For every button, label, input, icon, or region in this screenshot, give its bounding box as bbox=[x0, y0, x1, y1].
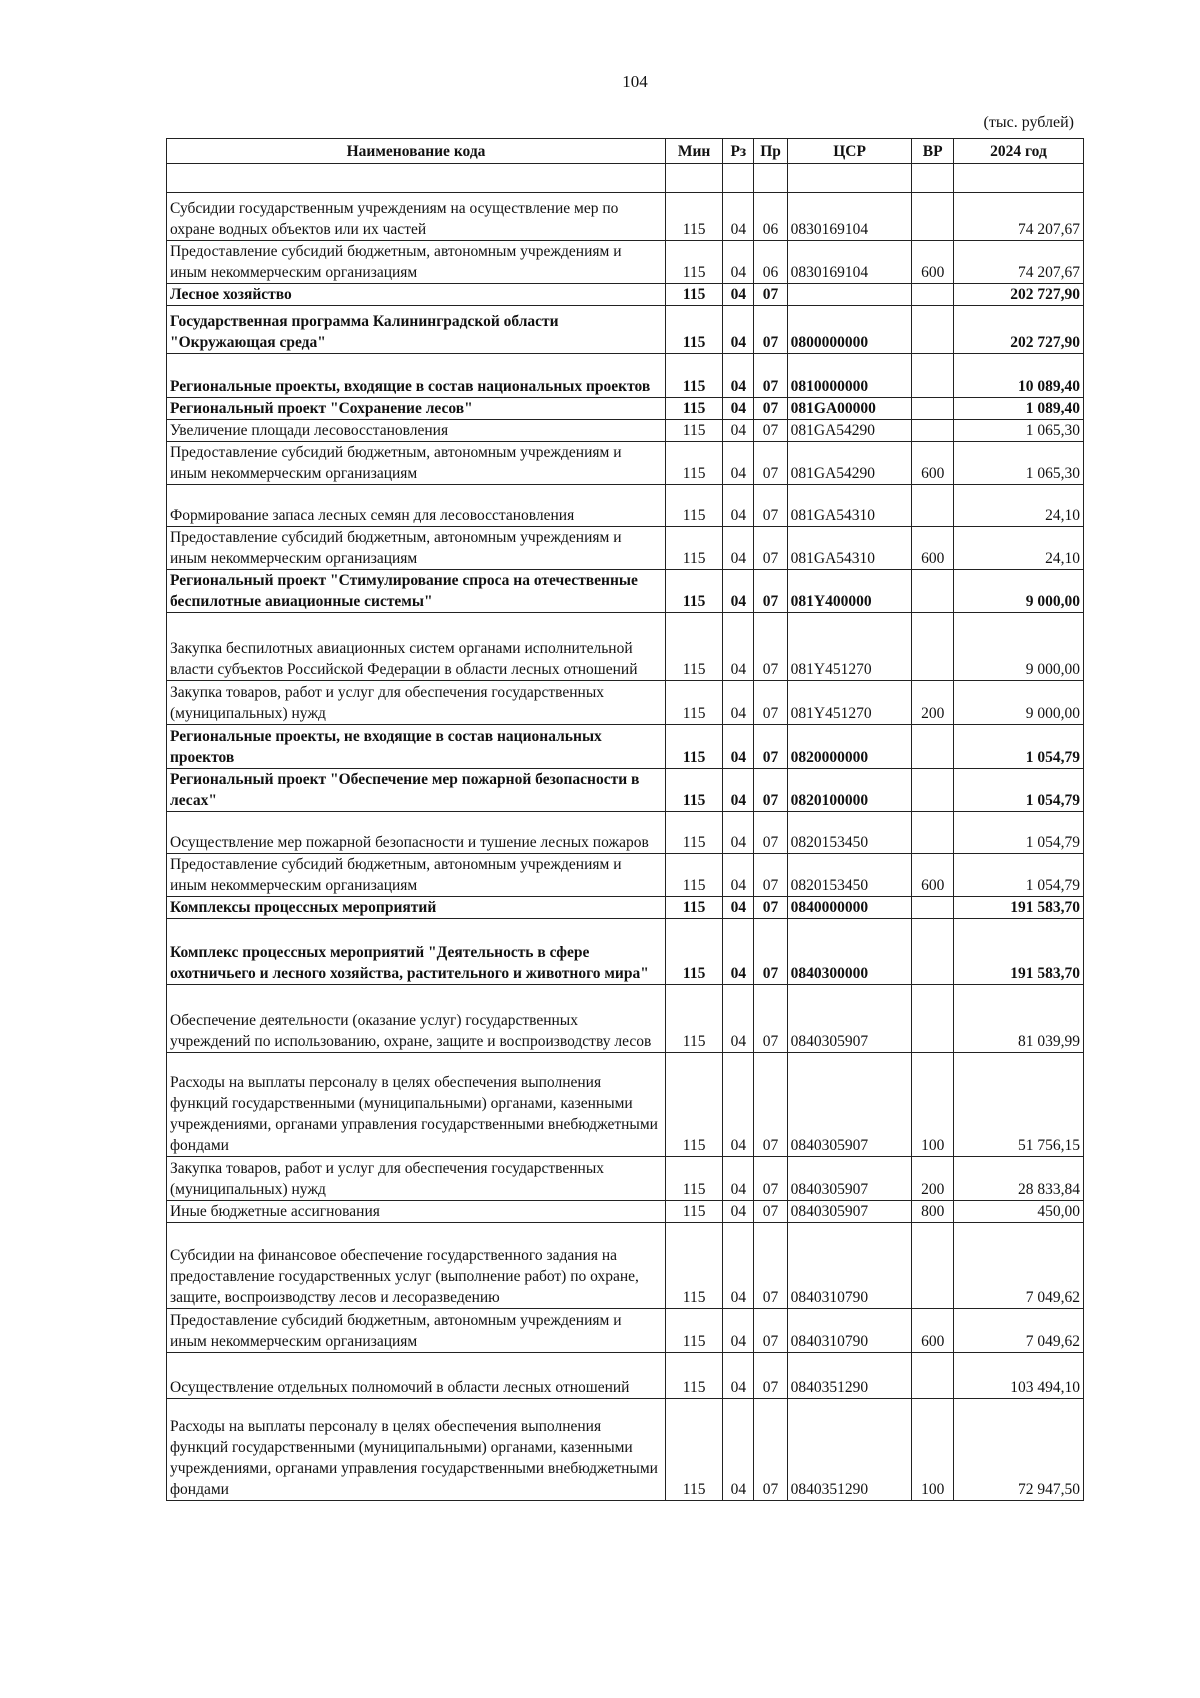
cell-rz: 04 bbox=[723, 985, 754, 1053]
cell-min: 115 bbox=[666, 897, 723, 919]
cell-sum: 24,10 bbox=[954, 527, 1084, 570]
table-row bbox=[167, 1223, 1084, 1309]
cell-sum: 74 207,67 bbox=[954, 241, 1084, 284]
cell-rz: 04 bbox=[723, 725, 754, 769]
cell-sum: 24,10 bbox=[954, 485, 1084, 527]
table-row bbox=[167, 1157, 1084, 1201]
table-row bbox=[167, 442, 1084, 485]
cell-name: Расходы на выплаты персоналу в целях обеспечения выполнения функций государственными (муниципальными) органами, казенными учреждениями, органами управления государственными внебюджетными фондами bbox=[167, 1053, 666, 1157]
cell-min: 115 bbox=[666, 613, 723, 681]
cell-sum: 191 583,70 bbox=[954, 919, 1084, 985]
table-row bbox=[167, 354, 1084, 398]
cell-csr bbox=[787, 284, 912, 306]
cell-pr: 07 bbox=[754, 398, 787, 420]
cell-vr bbox=[912, 570, 954, 613]
cell-sum: 103 494,10 bbox=[954, 1353, 1084, 1399]
cell-csr: 0820153450 bbox=[787, 812, 912, 854]
cell-csr: 0840310790 bbox=[787, 1223, 912, 1309]
cell-min: 115 bbox=[666, 485, 723, 527]
cell-csr: 0820000000 bbox=[787, 725, 912, 769]
cell-min: 115 bbox=[666, 241, 723, 284]
cell-min: 115 bbox=[666, 1201, 723, 1223]
cell-sum: 72 947,50 bbox=[954, 1399, 1084, 1501]
cell-sum: 51 756,15 bbox=[954, 1053, 1084, 1157]
table-row bbox=[167, 1399, 1084, 1501]
cell-rz: 04 bbox=[723, 527, 754, 570]
cell-min: 115 bbox=[666, 1157, 723, 1201]
cell-pr: 07 bbox=[754, 420, 787, 442]
cell-vr: 600 bbox=[912, 1309, 954, 1353]
cell-sum: 1 054,79 bbox=[954, 854, 1084, 897]
cell-vr: 600 bbox=[912, 241, 954, 284]
cell-csr: 0800000000 bbox=[787, 306, 912, 354]
cell-pr: 07 bbox=[754, 485, 787, 527]
cell-csr: 081GA54310 bbox=[787, 485, 912, 527]
cell-csr: 081Y400000 bbox=[787, 570, 912, 613]
table-row bbox=[167, 681, 1084, 725]
cell-pr: 07 bbox=[754, 1353, 787, 1399]
cell-csr: 0840305907 bbox=[787, 1157, 912, 1201]
cell-min: 115 bbox=[666, 284, 723, 306]
cell-sum: 450,00 bbox=[954, 1201, 1084, 1223]
cell-pr: 07 bbox=[754, 527, 787, 570]
cell-pr: 07 bbox=[754, 897, 787, 919]
cell-min: 115 bbox=[666, 985, 723, 1053]
cell-pr: 07 bbox=[754, 1223, 787, 1309]
cell-rz: 04 bbox=[723, 812, 754, 854]
cell-min: 115 bbox=[666, 442, 723, 485]
cell-sum: 191 583,70 bbox=[954, 897, 1084, 919]
cell-vr bbox=[912, 420, 954, 442]
cell-name: Увеличение площади лесовосстановления bbox=[167, 420, 666, 442]
cell-sum: 9 000,00 bbox=[954, 570, 1084, 613]
cell-name: Субсидии государственным учреждениям на осуществление мер по охране водных объектов или их частей bbox=[167, 193, 666, 241]
cell-min: 115 bbox=[666, 1223, 723, 1309]
cell-csr: 081GA00000 bbox=[787, 398, 912, 420]
table-row bbox=[167, 1053, 1084, 1157]
table-row bbox=[167, 193, 1084, 241]
cell-csr: 081Y451270 bbox=[787, 681, 912, 725]
cell-min: 115 bbox=[666, 854, 723, 897]
table-body bbox=[167, 164, 1084, 1501]
cell-sum: 28 833,84 bbox=[954, 1157, 1084, 1201]
cell-vr: 200 bbox=[912, 1157, 954, 1201]
cell-rz: 04 bbox=[723, 769, 754, 812]
cell-vr bbox=[912, 193, 954, 241]
cell-rz: 04 bbox=[723, 306, 754, 354]
cell-sum: 74 207,67 bbox=[954, 193, 1084, 241]
cell-name: Осуществление мер пожарной безопасности и тушение лесных пожаров bbox=[167, 812, 666, 854]
table-row bbox=[167, 306, 1084, 354]
cell-name: Расходы на выплаты персоналу в целях обеспечения выполнения функций государственными (муниципальными) органами, казенными учреждениями, органами управления государственными внебюджетными фондами bbox=[167, 1399, 666, 1501]
cell-sum: 7 049,62 bbox=[954, 1223, 1084, 1309]
table-row bbox=[167, 985, 1084, 1053]
cell-csr: 0840305907 bbox=[787, 985, 912, 1053]
cell-name: Осуществление отдельных полномочий в области лесных отношений bbox=[167, 1353, 666, 1399]
table-row bbox=[167, 284, 1084, 306]
cell-sum: 81 039,99 bbox=[954, 985, 1084, 1053]
cell-vr bbox=[912, 919, 954, 985]
cell-min: 115 bbox=[666, 193, 723, 241]
cell-rz: 04 bbox=[723, 570, 754, 613]
cell-rz: 04 bbox=[723, 1157, 754, 1201]
header-rz: Рз bbox=[723, 139, 754, 164]
cell-csr: 081Y451270 bbox=[787, 613, 912, 681]
header-csr: ЦСР bbox=[787, 139, 912, 164]
cell-vr: 600 bbox=[912, 854, 954, 897]
cell-vr bbox=[912, 613, 954, 681]
table-row bbox=[167, 570, 1084, 613]
cell-vr: 600 bbox=[912, 442, 954, 485]
cell-pr: 07 bbox=[754, 613, 787, 681]
cell-name: Закупка беспилотных авиационных систем органами исполнительной власти субъектов Российской Федерации в области лесных отношений bbox=[167, 613, 666, 681]
cell-min: 115 bbox=[666, 725, 723, 769]
header-pr: Пр bbox=[754, 139, 787, 164]
cell-rz: 04 bbox=[723, 1053, 754, 1157]
cell-pr: 07 bbox=[754, 306, 787, 354]
cell-name: Предоставление субсидий бюджетным, автономным учреждениям и иным некоммерческим организациям bbox=[167, 1309, 666, 1353]
cell-sum: 202 727,90 bbox=[954, 284, 1084, 306]
header-min: Мин bbox=[666, 139, 723, 164]
cell-min: 115 bbox=[666, 1053, 723, 1157]
cell-vr bbox=[912, 812, 954, 854]
cell-csr: 0820153450 bbox=[787, 854, 912, 897]
cell-csr: 081GA54290 bbox=[787, 420, 912, 442]
cell-min: 115 bbox=[666, 354, 723, 398]
cell-pr: 07 bbox=[754, 769, 787, 812]
cell-rz: 04 bbox=[723, 193, 754, 241]
cell-csr: 0840351290 bbox=[787, 1353, 912, 1399]
cell-rz: 04 bbox=[723, 398, 754, 420]
cell-sum: 1 054,79 bbox=[954, 812, 1084, 854]
cell-pr: 06 bbox=[754, 193, 787, 241]
cell-csr: 081GA54290 bbox=[787, 442, 912, 485]
cell-pr: 07 bbox=[754, 919, 787, 985]
table-row bbox=[167, 769, 1084, 812]
cell-vr: 600 bbox=[912, 527, 954, 570]
cell-min: 115 bbox=[666, 812, 723, 854]
header-name: Наименование кода bbox=[167, 139, 666, 164]
cell-min: 115 bbox=[666, 1399, 723, 1501]
cell-vr bbox=[912, 985, 954, 1053]
table-row bbox=[167, 527, 1084, 570]
cell-name: Региональный проект "Сохранение лесов" bbox=[167, 398, 666, 420]
cell-pr: 06 bbox=[754, 241, 787, 284]
table-row bbox=[167, 1201, 1084, 1223]
cell-vr bbox=[912, 354, 954, 398]
cell-pr: 07 bbox=[754, 1201, 787, 1223]
cell-pr: 07 bbox=[754, 812, 787, 854]
cell-pr: 07 bbox=[754, 1309, 787, 1353]
cell-csr: 0840000000 bbox=[787, 897, 912, 919]
cell-vr bbox=[912, 306, 954, 354]
table-row bbox=[167, 1353, 1084, 1399]
cell-min: 115 bbox=[666, 570, 723, 613]
cell-vr bbox=[912, 769, 954, 812]
cell-csr: 0840305907 bbox=[787, 1201, 912, 1223]
cell-vr: 100 bbox=[912, 1053, 954, 1157]
cell-min: 115 bbox=[666, 420, 723, 442]
header-year: 2024 год bbox=[954, 139, 1084, 164]
cell-min: 115 bbox=[666, 398, 723, 420]
table-row bbox=[167, 1309, 1084, 1353]
cell-sum: 202 727,90 bbox=[954, 306, 1084, 354]
cell-pr: 07 bbox=[754, 1157, 787, 1201]
cell-csr: 0810000000 bbox=[787, 354, 912, 398]
cell-pr: 07 bbox=[754, 442, 787, 485]
cell-rz: 04 bbox=[723, 485, 754, 527]
budget-table bbox=[166, 138, 1084, 1501]
cell-rz: 04 bbox=[723, 241, 754, 284]
cell-name: Предоставление субсидий бюджетным, автономным учреждениям и иным некоммерческим организациям bbox=[167, 241, 666, 284]
cell-name: Закупка товаров, работ и услуг для обеспечения государственных (муниципальных) нужд bbox=[167, 1157, 666, 1201]
cell-csr: 0840310790 bbox=[787, 1309, 912, 1353]
cell-sum: 7 049,62 bbox=[954, 1309, 1084, 1353]
table-row bbox=[167, 398, 1084, 420]
table-row bbox=[167, 812, 1084, 854]
table-row bbox=[167, 241, 1084, 284]
cell-csr: 0840300000 bbox=[787, 919, 912, 985]
cell-sum: 1 054,79 bbox=[954, 769, 1084, 812]
table-row bbox=[167, 919, 1084, 985]
table-row bbox=[167, 613, 1084, 681]
cell-name: Государственная программа Калининградской области "Окружающая среда" bbox=[167, 306, 666, 354]
cell-name: Закупка товаров, работ и услуг для обеспечения государственных (муниципальных) нужд bbox=[167, 681, 666, 725]
cell-vr bbox=[912, 1353, 954, 1399]
cell-min: 115 bbox=[666, 527, 723, 570]
cell-sum: 1 054,79 bbox=[954, 725, 1084, 769]
cell-vr: 800 bbox=[912, 1201, 954, 1223]
cell-pr: 07 bbox=[754, 985, 787, 1053]
cell-pr: 07 bbox=[754, 570, 787, 613]
cell-name: Региональный проект "Стимулирование спроса на отечественные беспилотные авиационные системы" bbox=[167, 570, 666, 613]
cell-rz: 04 bbox=[723, 897, 754, 919]
cell-pr: 07 bbox=[754, 681, 787, 725]
cell-name: Предоставление субсидий бюджетным, автономным учреждениям и иным некоммерческим организациям bbox=[167, 854, 666, 897]
cell-sum: 9 000,00 bbox=[954, 681, 1084, 725]
cell-csr: 0820100000 bbox=[787, 769, 912, 812]
cell-min: 115 bbox=[666, 681, 723, 725]
cell-name: Предоставление субсидий бюджетным, автономным учреждениям и иным некоммерческим организациям bbox=[167, 442, 666, 485]
cell-name: Комплекс процессных мероприятий "Деятельность в сфере охотничьего и лесного хозяйства, растительного и животного мира" bbox=[167, 919, 666, 985]
table-row bbox=[167, 420, 1084, 442]
cell-vr: 100 bbox=[912, 1399, 954, 1501]
cell-vr: 200 bbox=[912, 681, 954, 725]
cell-min: 115 bbox=[666, 306, 723, 354]
cell-name: Иные бюджетные ассигнования bbox=[167, 1201, 666, 1223]
cell-csr: 0830169104 bbox=[787, 241, 912, 284]
cell-pr: 07 bbox=[754, 354, 787, 398]
header-vr: ВР bbox=[912, 139, 954, 164]
cell-pr: 07 bbox=[754, 1053, 787, 1157]
cell-vr bbox=[912, 897, 954, 919]
cell-csr: 081GA54310 bbox=[787, 527, 912, 570]
cell-min: 115 bbox=[666, 769, 723, 812]
cell-pr: 07 bbox=[754, 854, 787, 897]
spacer-row bbox=[167, 164, 1084, 193]
cell-rz: 04 bbox=[723, 1223, 754, 1309]
table-row bbox=[167, 485, 1084, 527]
page-number: 104 bbox=[622, 72, 648, 91]
cell-name: Формирование запаса лесных семян для лесовосстановления bbox=[167, 485, 666, 527]
cell-rz: 04 bbox=[723, 420, 754, 442]
cell-name: Субсидии на финансовое обеспечение государственного задания на предоставление государственных услуг (выполнение работ) по охране, защите, воспроизводству лесов и лесоразведению bbox=[167, 1223, 666, 1309]
cell-rz: 04 bbox=[723, 1201, 754, 1223]
table-row bbox=[167, 897, 1084, 919]
units-label: (тыс. рублей) bbox=[983, 114, 1074, 131]
cell-pr: 07 bbox=[754, 1399, 787, 1501]
cell-min: 115 bbox=[666, 1353, 723, 1399]
cell-name: Лесное хозяйство bbox=[167, 284, 666, 306]
cell-name: Предоставление субсидий бюджетным, автономным учреждениям и иным некоммерческим организациям bbox=[167, 527, 666, 570]
cell-rz: 04 bbox=[723, 854, 754, 897]
cell-name: Региональный проект "Обеспечение мер пожарной безопасности в лесах" bbox=[167, 769, 666, 812]
cell-sum: 10 089,40 bbox=[954, 354, 1084, 398]
cell-rz: 04 bbox=[723, 354, 754, 398]
cell-pr: 07 bbox=[754, 284, 787, 306]
cell-rz: 04 bbox=[723, 1399, 754, 1501]
cell-rz: 04 bbox=[723, 919, 754, 985]
cell-vr bbox=[912, 725, 954, 769]
cell-rz: 04 bbox=[723, 613, 754, 681]
cell-rz: 04 bbox=[723, 1353, 754, 1399]
cell-name: Региональные проекты, входящие в состав национальных проектов bbox=[167, 354, 666, 398]
cell-sum: 9 000,00 bbox=[954, 613, 1084, 681]
cell-vr bbox=[912, 485, 954, 527]
table-row bbox=[167, 725, 1084, 769]
cell-vr bbox=[912, 398, 954, 420]
cell-pr: 07 bbox=[754, 725, 787, 769]
cell-rz: 04 bbox=[723, 681, 754, 725]
cell-vr bbox=[912, 1223, 954, 1309]
cell-csr: 0840305907 bbox=[787, 1053, 912, 1157]
cell-name: Обеспечение деятельности (оказание услуг) государственных учреждений по использованию, охране, защите и воспроизводству лесов bbox=[167, 985, 666, 1053]
cell-rz: 04 bbox=[723, 284, 754, 306]
cell-csr: 0840351290 bbox=[787, 1399, 912, 1501]
cell-min: 115 bbox=[666, 919, 723, 985]
cell-vr bbox=[912, 284, 954, 306]
cell-rz: 04 bbox=[723, 1309, 754, 1353]
cell-rz: 04 bbox=[723, 442, 754, 485]
cell-csr: 0830169104 bbox=[787, 193, 912, 241]
cell-sum: 1 089,40 bbox=[954, 398, 1084, 420]
cell-sum: 1 065,30 bbox=[954, 420, 1084, 442]
cell-name: Региональные проекты, не входящие в состав национальных проектов bbox=[167, 725, 666, 769]
cell-name: Комплексы процессных мероприятий bbox=[167, 897, 666, 919]
cell-sum: 1 065,30 bbox=[954, 442, 1084, 485]
table-header-row bbox=[167, 139, 1084, 164]
cell-min: 115 bbox=[666, 1309, 723, 1353]
table-row bbox=[167, 854, 1084, 897]
